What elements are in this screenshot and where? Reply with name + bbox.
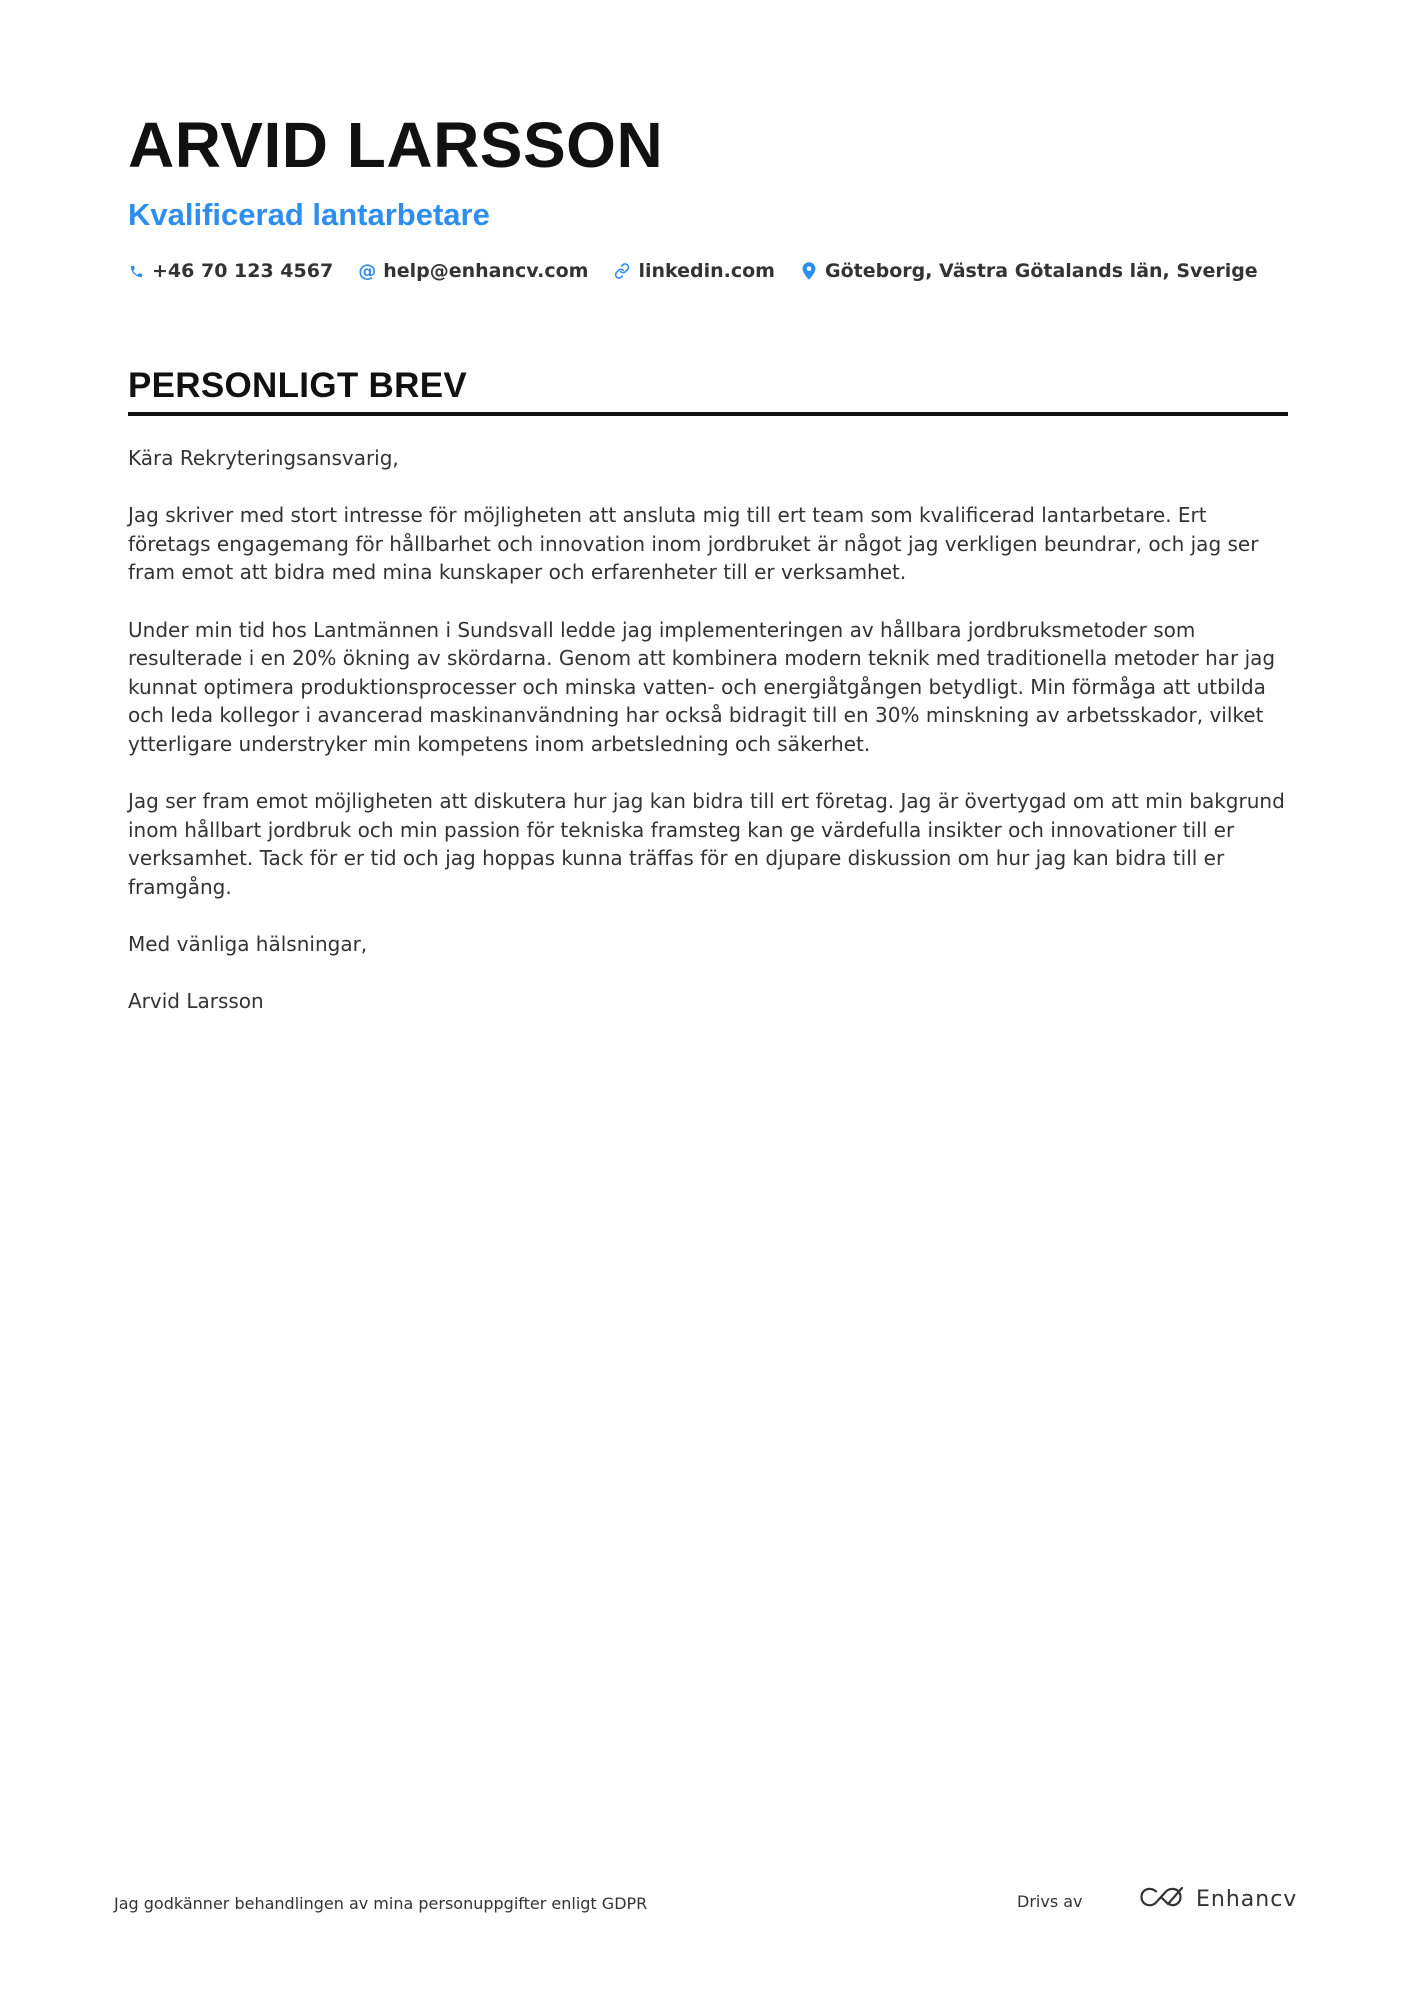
section-title: PERSONLIGT BREV	[128, 366, 467, 405]
footer	[114, 1886, 1298, 1920]
letter-body	[128, 444, 1288, 1016]
contact-email[interactable]	[359, 260, 588, 282]
letter-paragraph-1: Jag skriver med stort intresse för möjligheten att ansluta mig till ert team som kvalificerad lantarbetare. Ert företags engagemang för hållbarhet och innovation inom jordbruket är något jag verkligen beundrar, och jag ser fram emot att bidra med mina kunskaper och erfarenheter till er verksamhet.	[128, 503, 1259, 585]
phone-icon	[128, 262, 144, 280]
letter-paragraph-2: Under min tid hos Lantmännen i Sundsvall ledde jag implementeringen av hållbara jordbruksmetoder som resulterade i en 20% ökning av skördarna. Genom att kombinera modern teknik med traditionella metoder har jag kunnat optimera produktionsprocesser och minska vatten- och energiåtgången betydligt. Min förmåga att utbilda och leda kollegor i avancerad maskinanvändning har också bidragit till en 30% minskning av arbetsskador, vilket ytterligare understryker min kompetens inom arbetsledning och säkerhet.	[128, 617, 1276, 756]
location-pin-icon	[801, 262, 817, 280]
job-title: Kvalificerad lantarbetare	[128, 197, 490, 232]
contact-phone[interactable]	[128, 260, 333, 282]
section-divider	[128, 412, 1288, 416]
gdpr-consent-text: Jag godkänner behandlingen av mina personuppgifter enligt GDPR	[114, 1894, 648, 1913]
cover-letter-page	[128, 110, 1288, 1044]
letter-greeting: Kära Rekryteringsansvarig,	[128, 446, 399, 470]
candidate-name: ARVID LARSSON	[128, 109, 664, 181]
letter-signature: Arvid Larsson	[128, 989, 264, 1014]
enhancv-brand-name: Enhancv	[1196, 1886, 1298, 1912]
linkedin-text: linkedin.com	[638, 260, 775, 282]
email-text: help@enhancv.com	[383, 260, 589, 282]
at-icon: @	[358, 260, 377, 282]
enhancv-logo-icon	[1138, 1884, 1186, 1914]
letter-paragraph-3: Jag ser fram emot möjligheten att diskutera hur jag kan bidra till ert företag. Jag är övertygad om att min bakgrund inom hållbart jordbruk och min passion för tekniska framsteg kan ge värdefulla insikter och innovationer till er verksamhet. Tack för er tid och jag hoppas kunna träffas för en djupare diskussion om hur jag kan bidra till er framgång.	[128, 789, 1285, 899]
letter-closing: Med vänliga hälsningar,	[128, 932, 368, 957]
link-icon	[614, 262, 630, 280]
location-text: Göteborg, Västra Götalands län, Sverige	[824, 260, 1258, 282]
enhancv-brand-link[interactable]	[1138, 1884, 1297, 1914]
contact-linkedin[interactable]	[614, 260, 775, 282]
contact-location	[801, 260, 1258, 282]
phone-text: +46 70 123 4567	[152, 260, 334, 282]
powered-by-text: Drivs av	[1017, 1892, 1083, 1911]
contact-info	[128, 260, 1288, 282]
